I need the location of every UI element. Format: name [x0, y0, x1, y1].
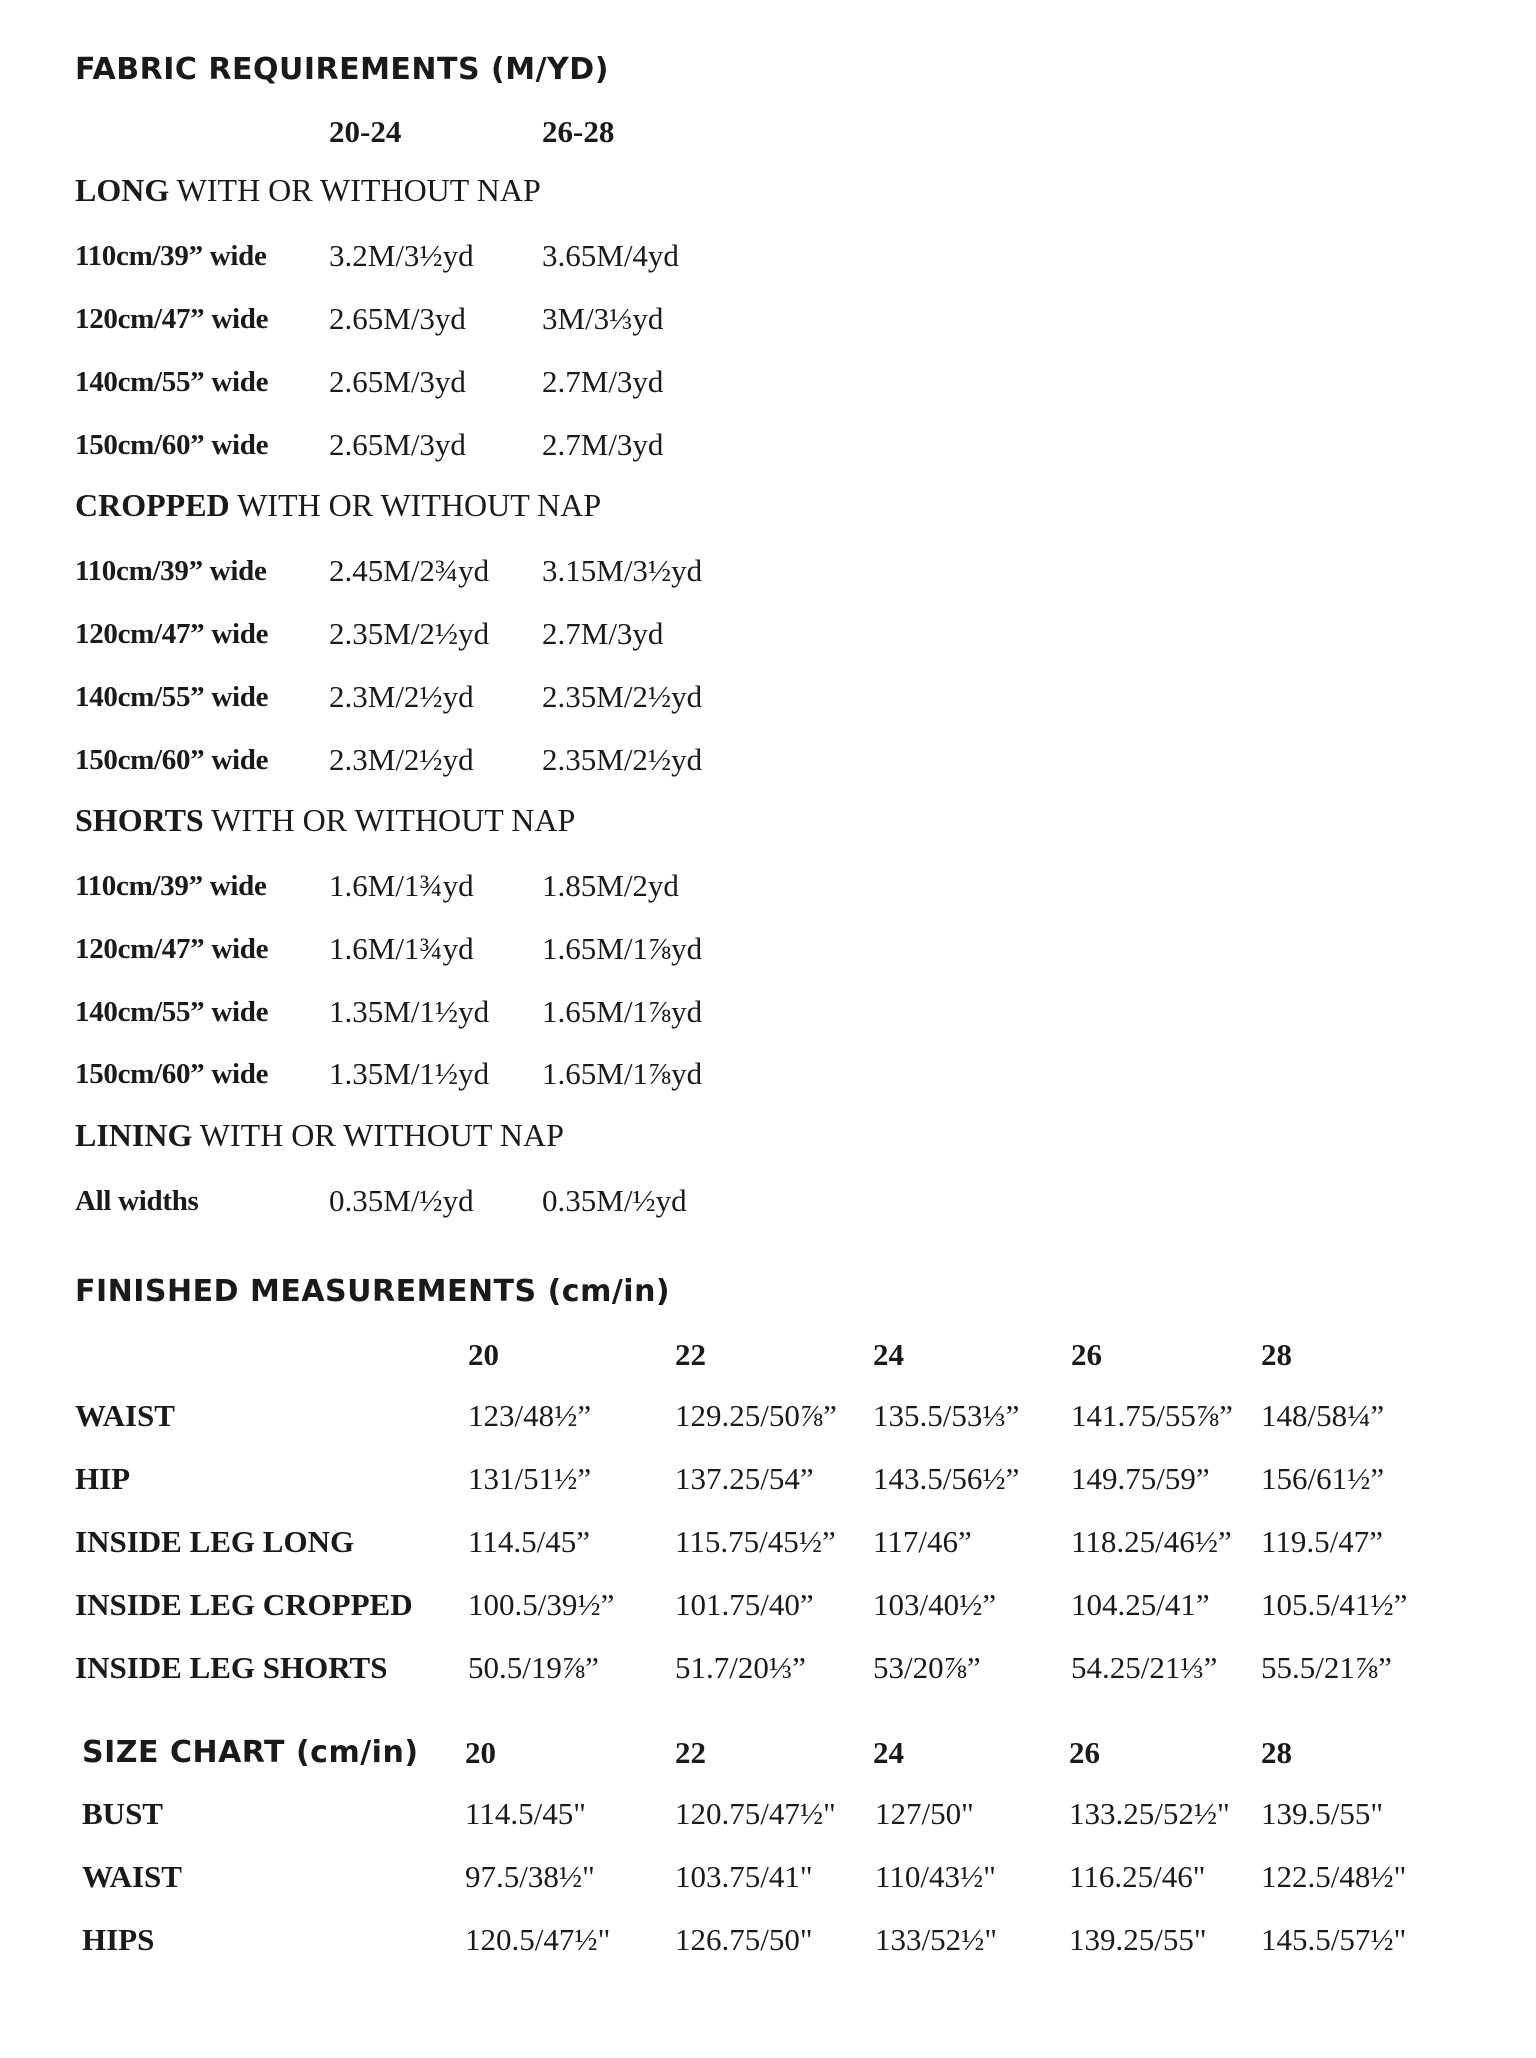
size-chart-value: 110/43½" [875, 1859, 996, 1894]
size-chart-row-label: HIPS [82, 1922, 155, 1957]
fabric-value: 0.35M/½yd [329, 1183, 474, 1218]
finished-value: 148/58¼” [1261, 1398, 1385, 1433]
fabric-row-label: 120cm/47” wide [75, 303, 269, 335]
finished-value: 156/61½” [1261, 1461, 1385, 1496]
size-chart-size-26: 26 [1069, 1735, 1100, 1770]
size-chart-value: 126.75/50" [675, 1922, 813, 1957]
size-chart-value: 139.5/55" [1261, 1796, 1384, 1831]
finished-row-label: INSIDE LEG SHORTS [75, 1650, 388, 1685]
fabric-value: 2.35M/2½yd [329, 616, 490, 651]
size-chart-value: 120.75/47½" [675, 1796, 836, 1831]
fabric-row-label: 150cm/60” wide [75, 429, 269, 461]
size-chart-value: 97.5/38½" [465, 1859, 595, 1894]
size-chart-row-label: WAIST [82, 1859, 182, 1894]
finished-value: 137.25/54” [675, 1461, 814, 1496]
fabric-row-label: 110cm/39” wide [75, 555, 267, 587]
fabric-row-label: 120cm/47” wide [75, 618, 269, 650]
finished-value: 129.25/50⅞” [675, 1398, 837, 1433]
fabric-row-label: 140cm/55” wide [75, 366, 269, 398]
finished-value: 119.5/47” [1261, 1524, 1383, 1559]
size-chart-value: 133.25/52½" [1069, 1796, 1230, 1831]
finished-value: 123/48½” [468, 1398, 592, 1433]
size-chart-row-label: BUST [82, 1796, 163, 1831]
finished-value: 104.25/41” [1071, 1587, 1210, 1622]
finished-value: 101.75/40” [675, 1587, 814, 1622]
finished-size-22: 22 [675, 1337, 706, 1372]
fabric-value: 2.7M/3yd [542, 616, 664, 651]
size-chart-value: 127/50" [875, 1796, 974, 1831]
section-heading-long: LONG WITH OR WITHOUT NAP [75, 172, 541, 208]
finished-value: 149.75/59” [1071, 1461, 1210, 1496]
finished-value: 105.5/41½” [1261, 1587, 1408, 1622]
fabric-row-label: All widths [75, 1185, 199, 1217]
size-chart-value: 120.5/47½" [465, 1922, 611, 1957]
size-chart-title: SIZE CHART (cm/in) [82, 1735, 419, 1770]
fabric-row-label: 140cm/55” wide [75, 996, 269, 1028]
size-chart-value: 133/52½" [875, 1922, 998, 1957]
finished-row-label: HIP [75, 1461, 131, 1496]
fabric-value: 1.65M/1⅞yd [542, 1056, 703, 1091]
finished-value: 51.7/20⅓” [675, 1650, 806, 1685]
size-chart-value: 145.5/57½" [1261, 1922, 1407, 1957]
fabric-value: 2.65M/3yd [329, 301, 466, 336]
fabric-row-label: 120cm/47” wide [75, 933, 269, 965]
fabric-value: 1.6M/1¾yd [329, 931, 474, 966]
finished-value: 103/40½” [873, 1587, 997, 1622]
finished-size-26: 26 [1071, 1337, 1102, 1372]
size-chart-value: 103.75/41" [675, 1859, 813, 1894]
fabric-value: 2.3M/2½yd [329, 742, 474, 777]
finished-value: 50.5/19⅞” [468, 1650, 599, 1685]
size-chart-size-20: 20 [465, 1735, 496, 1770]
finished-value: 100.5/39½” [468, 1587, 615, 1622]
fabric-value: 1.6M/1¾yd [329, 868, 474, 903]
fabric-value: 2.35M/2½yd [542, 742, 703, 777]
finished-size-24: 24 [873, 1337, 904, 1372]
fabric-value: 0.35M/½yd [542, 1183, 687, 1218]
finished-row-label: INSIDE LEG CROPPED [75, 1587, 413, 1622]
fabric-value: 1.35M/1½yd [329, 994, 490, 1029]
finished-row-label: WAIST [75, 1398, 175, 1433]
finished-value: 143.5/56½” [873, 1461, 1020, 1496]
finished-size-20: 20 [468, 1337, 499, 1372]
size-chart-value: 114.5/45" [465, 1796, 586, 1831]
size-chart-value: 116.25/46" [1069, 1859, 1206, 1894]
fabric-value: 2.7M/3yd [542, 364, 664, 399]
fabric-value: 2.35M/2½yd [542, 679, 703, 714]
fabric-col-26-28: 26-28 [542, 114, 615, 149]
fabric-row-label: 110cm/39” wide [75, 240, 267, 272]
finished-row-label: INSIDE LEG LONG [75, 1524, 355, 1559]
finished-value: 141.75/55⅞” [1071, 1398, 1233, 1433]
finished-value: 131/51½” [468, 1461, 592, 1496]
finished-value: 54.25/21⅓” [1071, 1650, 1218, 1685]
fabric-value: 1.85M/2yd [542, 868, 679, 903]
fabric-value: 1.65M/1⅞yd [542, 994, 703, 1029]
fabric-value: 3.65M/4yd [542, 238, 679, 273]
finished-value: 53/20⅞” [873, 1650, 981, 1685]
fabric-value: 3.15M/3½yd [542, 553, 703, 588]
size-chart-value: 139.25/55" [1069, 1922, 1207, 1957]
finished-size-28: 28 [1261, 1337, 1292, 1372]
size-chart-size-28: 28 [1261, 1735, 1292, 1770]
fabric-row-label: 110cm/39” wide [75, 870, 267, 902]
size-chart-size-22: 22 [675, 1735, 706, 1770]
section-heading-cropped: CROPPED WITH OR WITHOUT NAP [75, 487, 602, 523]
fabric-value: 2.3M/2½yd [329, 679, 474, 714]
finished-value: 114.5/45” [468, 1524, 590, 1559]
fabric-value: 2.65M/3yd [329, 364, 466, 399]
fabric-value: 2.65M/3yd [329, 427, 466, 462]
fabric-value: 1.65M/1⅞yd [542, 931, 703, 966]
fabric-row-label: 140cm/55” wide [75, 681, 269, 713]
fabric-value: 2.45M/2¾yd [329, 553, 490, 588]
fabric-title: FABRIC REQUIREMENTS (M/YD) [75, 52, 609, 87]
section-heading-lining: LINING WITH OR WITHOUT NAP [75, 1117, 564, 1153]
finished-value: 118.25/46½” [1071, 1524, 1232, 1559]
finished-value: 117/46” [873, 1524, 972, 1559]
finished-value: 115.75/45½” [675, 1524, 836, 1559]
fabric-col-20-24: 20-24 [329, 114, 402, 149]
size-chart-value: 122.5/48½" [1261, 1859, 1407, 1894]
fabric-row-label: 150cm/60” wide [75, 744, 269, 776]
size-chart-size-24: 24 [873, 1735, 904, 1770]
finished-value: 55.5/21⅞” [1261, 1650, 1392, 1685]
section-heading-shorts: SHORTS WITH OR WITHOUT NAP [75, 802, 576, 838]
fabric-value: 2.7M/3yd [542, 427, 664, 462]
fabric-row-label: 150cm/60” wide [75, 1058, 269, 1090]
fabric-value: 3.2M/3½yd [329, 238, 474, 273]
finished-title: FINISHED MEASUREMENTS (cm/in) [75, 1274, 671, 1309]
finished-value: 135.5/53⅓” [873, 1398, 1020, 1433]
fabric-value: 3M/3⅓yd [542, 301, 664, 336]
fabric-value: 1.35M/1½yd [329, 1056, 490, 1091]
